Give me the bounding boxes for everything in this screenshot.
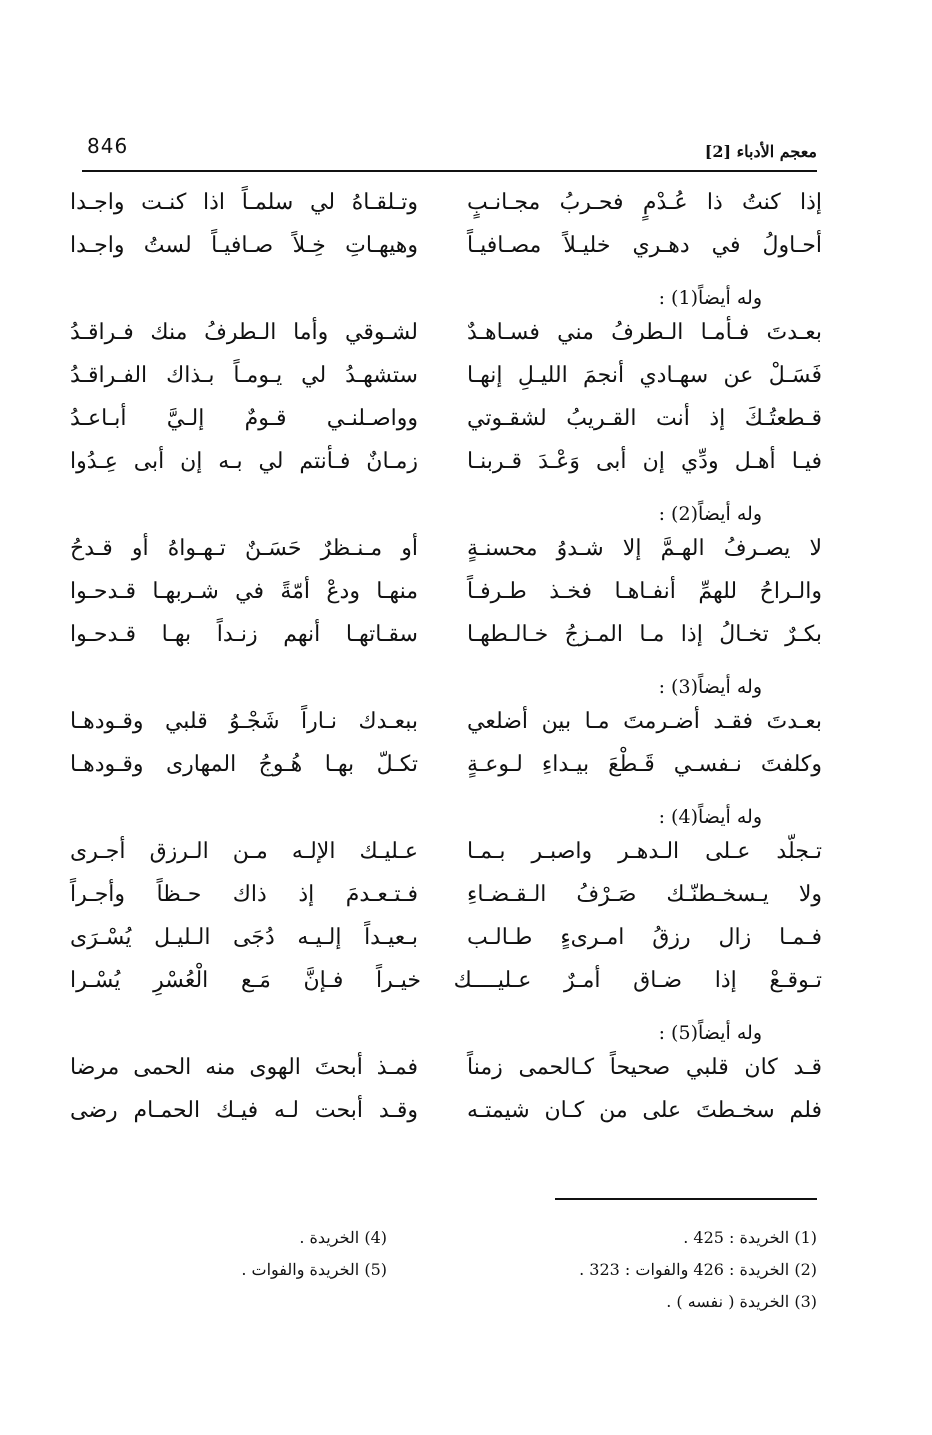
verse-first-hemistich: لا يصـرفُ الهـمَّ إلا شـدوُ محسنـةٍ xyxy=(467,536,822,561)
footnotes-right-column xyxy=(397,1222,817,1318)
poem-intro: وله أيضاً(3) : xyxy=(658,676,762,698)
page-header xyxy=(82,128,817,168)
verse-first-hemistich: بكـرٌ تخـالُ إذا مـا المـزجُ خـالـطهـا xyxy=(467,622,822,647)
verse-second-hemistich: فمـذ أبحتَ الهوى منه الحمى مرضا xyxy=(70,1055,418,1080)
verse-line xyxy=(70,190,822,233)
verse-second-hemistich: وهيهـاتِ خِـلاً صـافيـاً لستُ واجـدا xyxy=(70,233,418,258)
verse-second-hemistich: لشـوقي وأما الـطرفُ منك فـراقـدُ xyxy=(70,320,418,345)
verse-first-hemistich: بعـدتَ فقـد أضـرمتَ مـا بين أضلعي xyxy=(467,709,822,734)
verse-line xyxy=(70,233,822,276)
verse-line xyxy=(70,968,822,1011)
verse-first-hemistich: قـطعتُـكَ إذ أنت القـريبُ لشقـوتي xyxy=(467,406,822,431)
poem-intro: وله أيضاً(1) : xyxy=(658,287,762,309)
verse-line xyxy=(70,363,822,406)
verse-line xyxy=(70,579,822,622)
verse-first-hemistich: فلم سخـطتَ على من كـان شيمتـه xyxy=(467,1098,822,1123)
verse-second-hemistich: وواصـلنـي قـومٌ إلـيَّ أبـاعـدُ xyxy=(70,406,418,431)
footnote: (5) الخريدة والفوات . xyxy=(241,1260,387,1279)
verse-line xyxy=(70,406,822,449)
verse-second-hemistich: سقـاتهـا أنهم زنـداً بهـا قـدحـوا xyxy=(70,622,418,647)
verse-first-hemistich: تـوقـعْ إذا ضـاق أمـرٌ عـليــــك خيـراً فـإنَّ مَـع الْعُسْرِ يُسْـرا xyxy=(70,968,822,993)
verse-first-hemistich: فـمـا زال رزقُ امـرىءٍ طـالـب xyxy=(467,925,822,950)
poem-body xyxy=(70,190,822,1141)
footnote: (2) الخريدة : 426 والفوات : 323 . xyxy=(579,1260,817,1279)
poem-intro: وله أيضاً(4) : xyxy=(658,806,762,828)
poem-intro: وله أيضاً(5) : xyxy=(658,1022,762,1044)
header-rule xyxy=(82,170,817,172)
verse-second-hemistich: منهـا ودعْ أمّةً في شـربهـا قـدحـوا xyxy=(70,579,418,604)
verse-first-hemistich: وكلفتَ نـفسـي قَـطْعَ بيـداءِ لـوعـةٍ xyxy=(467,752,822,777)
footnote: (3) الخريدة ( نفسه ) . xyxy=(666,1292,817,1311)
running-title: معجم الأدباء [2] xyxy=(704,142,817,161)
verse-second-hemistich: أو مـنـظرٌ حَسَـنٌ تـهـواهُ أو قـدحُ xyxy=(70,536,418,561)
verse-line xyxy=(70,1055,822,1098)
verse-line xyxy=(70,882,822,925)
poem-intro: وله أيضاً(2) : xyxy=(658,503,762,525)
verse-first-hemistich: بعـدتَ فـأمـا الـطرفُ مني فسـاهـدٌ xyxy=(467,320,822,345)
footnote: (4) الخريدة . xyxy=(299,1228,387,1247)
footnote: (1) الخريدة : 425 . xyxy=(683,1228,817,1247)
verse-line xyxy=(70,622,822,665)
verse-line xyxy=(70,709,822,752)
verse-line xyxy=(70,320,822,363)
verse-first-hemistich: أحـاولُ في دهـري خليـلاً مصـافيـاً xyxy=(467,233,822,258)
page-number: 846 xyxy=(87,134,129,158)
verse-first-hemistich: والـراحُ للهمِّ أنفـاهـا فخـذ طـرفـاً xyxy=(467,579,822,604)
verse-second-hemistich: ببعـدك نـاراً شَجْـوُ قلبي وقـودهـا xyxy=(70,709,418,734)
verse-second-hemistich: وقـد أبحت لـه فيـك الحمـام رضى xyxy=(70,1098,418,1123)
verse-second-hemistich: ستشهـدُ لي يـومـاً بـذاك الفـراقـدُ xyxy=(70,363,418,388)
verse-second-hemistich: تكـلّ بهـا هُـوجُ المهارى وقـودهـا xyxy=(70,752,418,777)
footnotes-left-column xyxy=(57,1222,387,1286)
verse-second-hemistich: فـتـعـدمَ إذ ذاك حـظاً وأجـراً xyxy=(70,882,418,907)
footnote-rule xyxy=(555,1198,817,1200)
verse-first-hemistich: ولا يـسخـطنّـك صَـرْفُ الـقـضـاءِ xyxy=(467,882,822,907)
verse-line xyxy=(70,1098,822,1141)
verse-line xyxy=(70,839,822,882)
verse-line xyxy=(70,925,822,968)
verse-first-hemistich: فيـا أهـل ودِّي إن أبى وَعْـدَ قـربنـا xyxy=(467,449,822,474)
verse-second-hemistich: عـليـك الإلـه مـن الـرزق أجـرى xyxy=(70,839,418,864)
verse-line xyxy=(70,752,822,795)
verse-first-hemistich: قـد كان قلبي صحيحاً كـالحمى زمناً xyxy=(467,1055,822,1080)
verse-first-hemistich: تـجلّد عـلى الـدهـر واصبـر بـمـا xyxy=(467,839,822,864)
verse-second-hemistich: زمـانٌ فـأنتم لي بـه إن أبى عِـدُوا xyxy=(70,449,418,474)
verse-first-hemistich: إذا كنتُ ذا عُـدْمٍ فحـربُ مجـانـبٍ xyxy=(467,190,822,215)
verse-line xyxy=(70,536,822,579)
verse-line xyxy=(70,449,822,492)
verse-second-hemistich: وتـلقـاهُ لي سلمـاً اذا كنـت واجـدا xyxy=(70,190,418,215)
verse-second-hemistich: بـعيـداً إلـيـه دُجَى الـليـل يُسْـرَى xyxy=(70,925,418,950)
verse-first-hemistich: فَسَـلْ عن سهـادي أنجمَ الليـلِ إنهـا xyxy=(467,363,822,388)
